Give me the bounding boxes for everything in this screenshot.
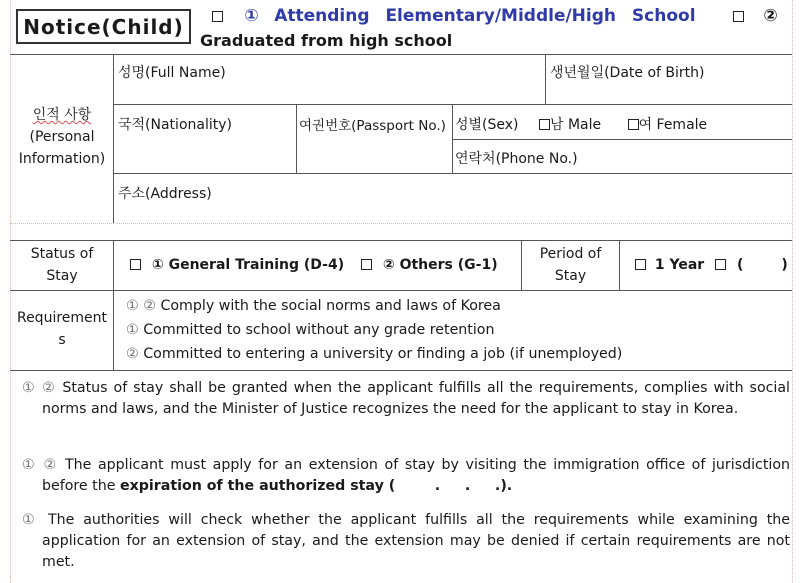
status-options — [130, 257, 498, 273]
period-divider-right — [619, 240, 620, 290]
note-2-bold: expiration of the authorized stay ( . . .). — [119, 478, 513, 494]
status-label-divider — [113, 240, 114, 370]
note-2-text: The applicant must apply for an extension of stay by visiting the immigration office of jurisdiction before the — [42, 457, 791, 494]
requirements-top-line — [10, 290, 792, 291]
page-margin-right — [792, 0, 793, 583]
note-3 — [22, 510, 790, 573]
sex-label: 성별(Sex) — [455, 117, 519, 133]
personal-label-en-2: Information) — [18, 151, 106, 167]
requirement-text: Comply with the social norms and laws of Korea — [160, 298, 501, 314]
personal-section-label — [12, 104, 112, 170]
requirement-marker: ① ② — [126, 298, 156, 314]
personal-label-kr: 인적 사항 — [32, 107, 92, 123]
other-period-close: ) — [781, 257, 788, 273]
status-of-stay-label — [12, 243, 112, 287]
phone-line — [452, 139, 792, 140]
other-period-open: ( — [736, 257, 744, 273]
sex-field — [455, 114, 707, 134]
requirement-text: Committed to school without any grade retention — [143, 322, 495, 338]
attending-school-option[interactable] — [212, 6, 792, 28]
option-2-marker: ② — [763, 6, 778, 26]
requirements-label-1: Requirement — [16, 310, 108, 326]
requirement-marker: ② — [126, 346, 139, 362]
note-1-marker: ① ② — [22, 380, 57, 396]
personal-label-en-1: (Personal — [29, 129, 95, 145]
page-margin-left — [10, 0, 11, 583]
male-checkbox[interactable] — [539, 119, 550, 130]
requirement-item — [126, 342, 622, 366]
requirements-bottom-line — [10, 370, 792, 371]
note-2-marker: ① ② — [22, 457, 59, 473]
general-training-option[interactable]: ① General Training (D-4) — [151, 257, 345, 273]
note-2 — [22, 455, 790, 497]
period-of-stay-label — [522, 243, 619, 287]
note-3-text: The authorities will check whether the applicant fulfills all the requirements while examining the application for an extension of stay, and the extension may be denied if certain requirements are not met. — [42, 512, 790, 570]
requirement-item — [126, 294, 622, 318]
date-of-birth-field[interactable]: 생년월일(Date of Birth) — [550, 65, 705, 81]
requirements-label — [12, 307, 112, 351]
status-label-2: Stay — [46, 268, 78, 284]
male-label: 남 Male — [549, 117, 602, 133]
period-label-2: Stay — [554, 268, 587, 284]
note-3-marker: ① — [22, 512, 40, 528]
graduated-option[interactable] — [733, 6, 778, 26]
attending-school-text: Attending Elementary/Middle/High School — [274, 6, 696, 26]
section-gap-top — [10, 223, 792, 224]
graduated-text: Graduated from high school — [200, 31, 453, 50]
one-year-checkbox[interactable] — [635, 259, 646, 270]
notice-title: Notice(Child) — [16, 9, 191, 44]
dob-divider — [545, 54, 546, 104]
general-training-checkbox[interactable] — [130, 259, 141, 270]
graduated-checkbox[interactable] — [733, 11, 744, 22]
other-period-checkbox[interactable] — [715, 259, 726, 270]
requirement-text: Committed to entering a university or finding a job (if unemployed) — [143, 346, 623, 362]
passport-divider — [296, 104, 297, 173]
female-checkbox[interactable] — [628, 119, 639, 130]
requirement-item — [126, 318, 622, 342]
address-line — [113, 173, 792, 174]
status-label-1: Status of — [30, 246, 94, 262]
one-year-option[interactable]: 1 Year — [654, 257, 705, 273]
full-name-field[interactable]: 성명(Full Name) — [118, 65, 226, 81]
note-1 — [22, 378, 790, 420]
nationality-field[interactable]: 국적(Nationality) — [118, 117, 232, 133]
passport-field[interactable]: 여권번호(Passport No.) — [299, 118, 446, 134]
personal-top-line — [10, 54, 792, 55]
note-1-text: Status of stay shall be granted when the applicant fulfills all the requirements, complies with social norms and laws, and the Minister of Justice recognizes the need for the applicant to stay in Korea. — [42, 380, 790, 417]
attending-checkbox[interactable] — [212, 11, 223, 22]
requirement-marker: ① — [126, 322, 139, 338]
period-label-1: Period of — [539, 246, 602, 262]
requirements-list — [126, 294, 622, 366]
others-checkbox[interactable] — [361, 259, 372, 270]
personal-label-divider — [113, 54, 114, 223]
others-option[interactable]: ② Others (G-1) — [382, 257, 498, 273]
option-1-marker: ① — [244, 6, 259, 26]
status-top-line — [10, 240, 792, 241]
period-options — [635, 257, 788, 273]
address-field[interactable]: 주소(Address) — [118, 186, 212, 202]
phone-field[interactable]: 연락처(Phone No.) — [455, 151, 578, 167]
female-label: 여 Female — [638, 117, 708, 133]
requirements-label-2: s — [58, 332, 66, 348]
